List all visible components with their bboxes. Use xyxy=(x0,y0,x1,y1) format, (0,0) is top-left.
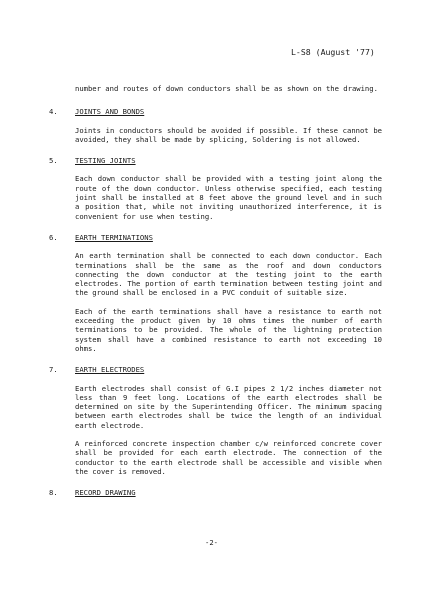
section-number: 5. xyxy=(49,156,58,166)
section-title: RECORD DRAWING xyxy=(75,488,136,498)
section-earth-electrodes xyxy=(49,365,382,476)
section-record-drawing xyxy=(49,488,382,497)
section-paragraph: Earth electrodes shall consist of G.I pipes 2 1/2 inches diameter not less than 9 feet long. Locations of the earth electrodes shall be determined on site by the Superintending Officer. The minimum spacing between earth electrodes shall be twice the length of an individual earth electrode. xyxy=(75,383,382,430)
section-heading xyxy=(49,233,382,242)
section-earth-terminations xyxy=(49,233,382,353)
document-body xyxy=(49,84,382,510)
section-number: 8. xyxy=(49,488,58,498)
section-number: 4. xyxy=(49,107,58,117)
section-number: 7. xyxy=(49,365,58,375)
section-paragraph: A reinforced concrete inspection chamber c/w reinforced concrete cover shall be provided for each earth electrode. The connection of the conductor to the earth electrode shall be accessible and visible when the cover is removed. xyxy=(75,439,382,476)
section-joints-and-bonds xyxy=(49,107,382,144)
section-heading xyxy=(49,365,382,374)
section-paragraph: An earth termination shall be connected to each down conductor. Each terminations shall be the same as the roof and down conductors connecting the down conductor at the testing joint to the earth electrodes. The portion of earth termination between testing joint and the ground shall be enclosed in a PVC conduit of suitable size. xyxy=(75,251,382,298)
section-testing-joints xyxy=(49,156,382,221)
section-title: EARTH TERMINATIONS xyxy=(75,232,153,242)
section-heading xyxy=(49,156,382,165)
section-title: JOINTS AND BONDS xyxy=(75,107,145,117)
section-heading xyxy=(49,488,382,497)
section-number: 6. xyxy=(49,232,58,242)
section-heading xyxy=(49,107,382,116)
section-paragraph: Each down conductor shall be provided with a testing joint along the route of the down conductor. Unless otherwise specified, each testing joint shall be installed at 8 feet above the ground level and in such a position that, while not inviting unauthorized interference, it is convenient for use when testing. xyxy=(75,174,382,221)
page-number: -2- xyxy=(205,538,218,547)
section-title: EARTH ELECTRODES xyxy=(75,365,145,375)
section-paragraph: Each of the earth terminations shall have a resistance to earth not exceeding the product given by 10 ohms times the number of earth terminations to be provided. The whole of the lightning protection system shall have a combined resistance to earth not exceeding 10 ohms. xyxy=(75,306,382,353)
document-reference: L-S8 (August '77) xyxy=(291,47,375,57)
continuation-paragraph: number and routes of down conductors shall be as shown on the drawing. xyxy=(75,84,378,93)
section-title: TESTING JOINTS xyxy=(75,156,136,166)
section-paragraph: Joints in conductors should be avoided if possible. If these cannot be avoided, they shall be made by splicing, Soldering is not allowed. xyxy=(75,125,382,144)
